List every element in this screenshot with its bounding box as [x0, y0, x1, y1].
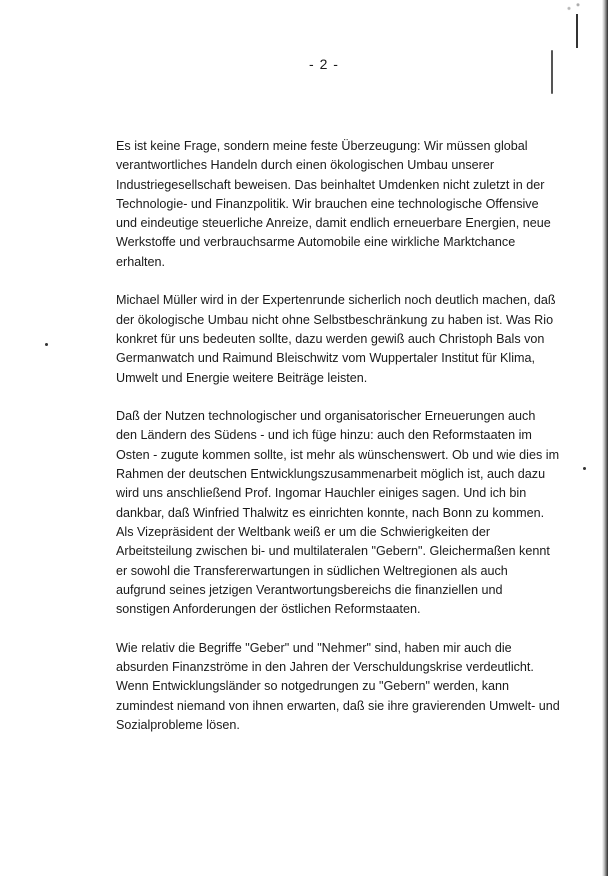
text-line: Wenn Entwicklungsländer so notgedrungen zu "Gebern" werden, kann — [116, 679, 510, 694]
scan-artifact — [576, 14, 578, 48]
text-line: dankbar, daß Winfried Thalwitz es einrichten konnte, nach Bonn zu kommen. — [116, 505, 545, 520]
text-line: erhalten. — [116, 254, 166, 269]
text-line: absurden Finanzströme in den Jahren der Verschuldungskrise verdeutlicht. — [116, 660, 534, 675]
text-line: wird uns anschließend Prof. Ingomar Hauchler einiges sagen. Und ich bin — [116, 486, 527, 501]
page-number: - 2 - — [309, 56, 339, 72]
text-line: Als Vizepräsident der Weltbank weiß er um die Schwierigkeiten der — [116, 524, 491, 539]
text-line: Arbeitsteilung zwischen bi- und multilateralen "Gebern". Gleichermaßen kennt — [116, 544, 550, 559]
text-line: Umwelt und Energie weitere Beiträge leisten. — [116, 370, 368, 385]
scan-artifact — [560, 0, 590, 12]
text-line: Michael Müller wird in der Expertenrunde sicherlich noch deutlich machen, daß — [116, 293, 556, 308]
text-line: konkret für uns bedeuten sollte, dazu werden gewiß auch Christoph Bals von — [116, 331, 545, 346]
text-line: Wie relativ die Begriffe "Geber" und "Nehmer" sind, haben mir auch die — [116, 640, 512, 655]
text-line: Daß der Nutzen technologischer und organisatorischer Erneuerungen auch — [116, 409, 536, 424]
text-line: und eindeutige steuerliche Anreize, damit endlich erneuerbare Energien, neue — [116, 216, 551, 231]
scan-speck — [45, 343, 48, 346]
paragraph — [116, 407, 560, 619]
text-line: den Ländern des Südens - und ich füge hinzu: auch den Reformstaaten im — [116, 428, 532, 443]
text-line: Technologie- und Finanzpolitik. Wir brauchen eine technologische Offensive — [116, 196, 539, 211]
text-line: verantwortliches Handeln durch einen ökologischen Umbau unserer — [116, 158, 495, 173]
text-line: sonstigen Anforderungen der östlichen Reformstaaten. — [116, 602, 421, 617]
text-line: Industriegesellschaft beweisen. Das beinhaltet Umdenken nicht zuletzt in der — [116, 177, 545, 192]
paragraph — [116, 137, 551, 272]
paragraph — [116, 639, 560, 735]
text-line: Es ist keine Frage, sondern meine feste Überzeugung: Wir müssen global — [116, 139, 528, 153]
text-line: Germanwatch und Raimund Bleischwitz vom Wuppertaler Institut für Klima, — [116, 351, 536, 366]
text-line: aufgrund seines jetzigen Verantwortungsbereichs die finanziellen und — [116, 582, 503, 597]
text-line: Osten - zugute kommen sollte, ist mehr als wünschenswert. Ob und wie dies im — [116, 447, 560, 462]
text-line: er sowohl die Transfererwartungen in südlichen Weltregionen als auch — [116, 563, 508, 578]
text-line: zumindest niemand von ihnen erwarten, daß sie ihre gravierenden Umwelt- und — [116, 698, 560, 713]
paragraph — [116, 291, 556, 387]
text-line: Sozialprobleme lösen. — [116, 717, 240, 732]
scan-edge-shadow — [602, 0, 608, 876]
text-line: Werkstoffe und verbrauchsarme Automobile eine wirkliche Marktchance — [116, 235, 516, 250]
text-line: der ökologische Umbau nicht ohne Selbstbeschränkung zu haben ist. Was Rio — [116, 312, 554, 327]
scan-speck — [583, 467, 586, 470]
body-text — [116, 137, 560, 755]
text-line: Rahmen der deutschen Entwicklungszusammenarbeit möglich ist, auch dazu — [116, 467, 546, 482]
